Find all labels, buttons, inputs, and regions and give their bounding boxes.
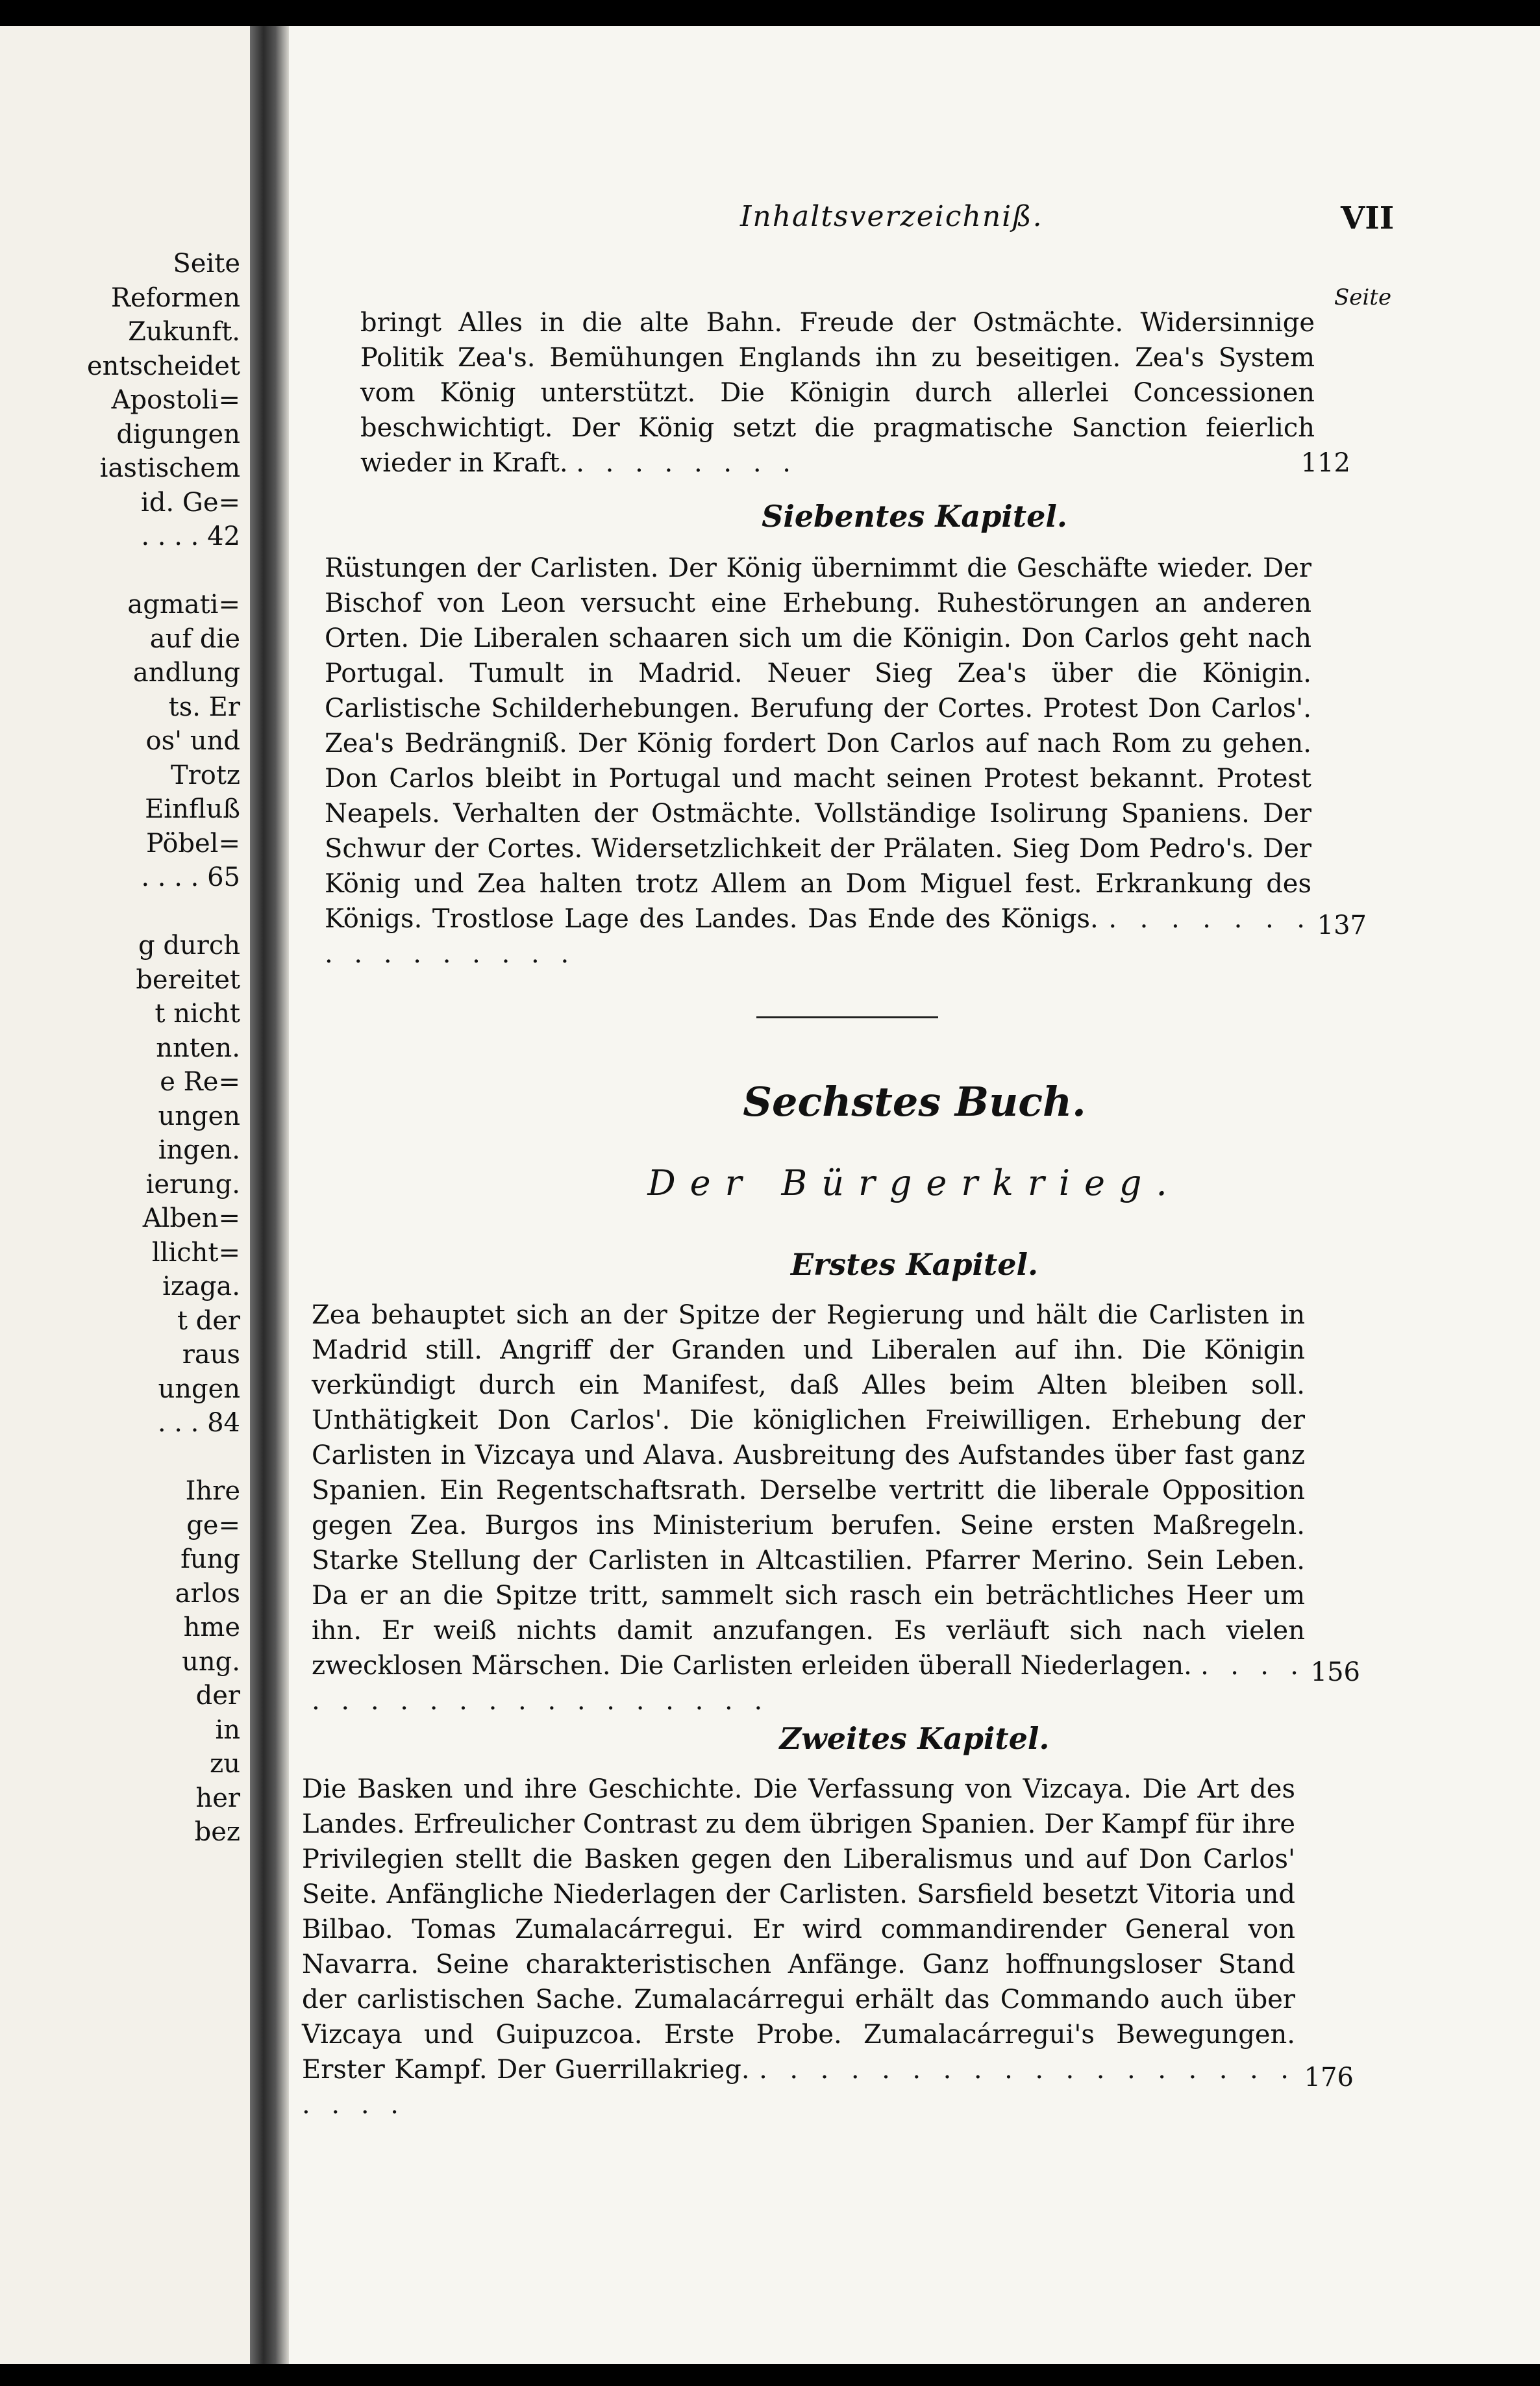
entry-leader-dots: . . . . . . . . . . . . . . . . . . . . . . [302,2055,1296,2120]
toc-entry-chapter-7 [325,551,1311,972]
left-page-line: ingen. [158,1135,240,1165]
left-page-line: andlung [132,658,240,688]
left-page-line: zu [210,1749,240,1779]
left-page-line: . . . . 42 [141,521,240,551]
book-subtitle: Der Bürgerkrieg. [647,1162,1182,1203]
left-page-line: Trotz [170,760,240,790]
left-page-line: in [215,1714,240,1745]
page-number: VII [1341,200,1395,236]
left-page-line: id. Ge= [141,487,240,518]
left-page-line: izaga. [162,1272,240,1301]
left-page-line: Reformen [110,283,240,313]
left-page-line: raus [182,1340,240,1370]
left-page-line: nnten. [156,1033,240,1063]
entry-text: Die Basken und ihre Geschichte. Die Verfassung von Vizcaya. Die Art des Landes. Erfreulicher Contrast zu dem übrigen Spanien. Der Kampf für ihre Privilegien stellt die Basken gegen den Liberalismus und auf Don Carlos' Seite. Anfängliche Niederlagen der Carlisten. Sarsfield besetzt Vitoria und Bilbao. Tomas Zumalacárregui. Er wird commandirender General von Navarra. Seine charakteristischen Anfänge. Ganz hoffnungsloser Stand der carlistischen Sache. Zumalacárregui erhält das Commando auch über Vizcaya und Guipuzcoa. Erste Probe. Zumalacárregui's Bewegungen. Erster Kampf. Der Guerrillakrieg. [302,1774,1295,2085]
left-page-line: Einfluß [145,794,240,824]
entry-page-number: 176 [1304,2063,1354,2092]
entry-text: Zea behauptet sich an der Spitze der Regierung und hält die Carlisten in Madrid still. Angriff der Granden und Liberalen auf ihn. Die Königin verkündigt durch ein Manifest, daß Alles beim Alten bleiben soll. Unthätigkeit Don Carlos'. Die königlichen Freiwilligen. Erhebung der Carlisten in Vizcaya und Alava. Ausbreitung des Aufstandes über fast ganz Spanien. Ein Regentschaftsrath. Derselbe vertritt die liberale Opposition gegen Zea. Burgos ins Ministerium berufen. Seine ersten Maßregeln. Starke Stellung der Carlisten in Altcastilien. Pfarrer Merino. Sein Leben. Da er an die Spitze tritt, sammelt sich rasch ein beträchtliches Heer um ihn. Er weiß nichts damit anzufangen. Es verläuft sich nach vielen zwecklosen Märschen. Die Carlisten erleiden überall Niederlagen. [312,1300,1305,1681]
left-page-line: der [195,1681,240,1711]
left-page-line: Seite [173,249,240,279]
entry-leader-dots: . . . . . . . . . . . . . . . . . . . . [312,1651,1305,1716]
left-page-line: ierung. [145,1169,240,1199]
left-page-line: ung. [182,1646,240,1677]
left-page-line: iastischem [99,453,240,483]
left-page-line: entscheidet [86,351,240,381]
left-page-line: Alben= [142,1203,240,1233]
left-page-line: auf die [149,623,240,654]
entry-leader-dots: . . . . . . . . . . . . . . . . [325,904,1311,969]
left-page-line: t der [177,1305,240,1336]
left-page-line: . . . 84 [157,1408,240,1438]
toc-entry-chapter-1 [312,1298,1305,1718]
left-page-line: agmati= [127,590,240,620]
left-page-line: fung [180,1544,240,1574]
left-page-line: Apostoli= [111,385,240,415]
left-page-line: os' und [145,726,240,756]
section-divider-rule [756,1016,938,1018]
left-page-line: . . . . 65 [141,862,240,892]
toc-entry-chapter-2 [302,1772,1295,2122]
left-page-line: bereitet [136,964,240,995]
entry-leader-dots: . . . . . . . . [576,448,797,478]
left-page-line: Ihre [185,1476,240,1506]
left-page-line: e Re= [160,1067,240,1097]
left-page-line: arlos [175,1578,240,1609]
left-page-line: bez [194,1817,240,1847]
running-title: Inhaltsverzeichniß. [740,200,1043,233]
left-page-line: ts. Er [168,692,240,722]
seite-column-label: Seite [1334,284,1392,310]
left-page-line: hme [183,1613,240,1642]
left-page-line: her [195,1783,240,1813]
left-page-line: Zukunft. [128,317,240,347]
entry-page-number: 137 [1317,910,1367,940]
left-page-line: Pöbel= [146,828,240,859]
left-page-line: llicht= [151,1237,240,1268]
left-page-line: t nicht [155,999,240,1029]
right-page [289,26,1540,2364]
left-page [0,26,250,2364]
chapter-heading: Erstes Kapitel. [790,1247,1039,1282]
running-header [289,200,1540,239]
chapter-heading: Siebentes Kapitel. [762,499,1067,534]
entry-page-number: 112 [1300,448,1350,478]
left-page-line: g durch [138,931,240,961]
left-page-line: digungen [116,419,240,449]
left-page-line: ungen [158,1374,240,1404]
entry-page-number: 156 [1310,1657,1360,1687]
left-page-line: ge= [186,1510,240,1540]
entry-text: Rüstungen der Carlisten. Der König übernimmt die Geschäfte wieder. Der Bischof von Leon versucht eine Erhebung. Ruhestörungen an anderen Orten. Die Liberalen schaaren sich um die Königin. Don Carlos geht nach Portugal. Tumult in Madrid. Neuer Sieg Zea's über die Königin. Carlistische Schilderhebungen. Berufung der Cortes. Protest Don Carlos'. Zea's Bedrängniß. Der König fordert Don Carlos auf nach Rom zu gehen. Don Carlos bleibt in Portugal und macht seinen Protest bekannt. Protest Neapels. Verhalten der Ostmächte. Vollständige Isolirung Spaniens. Der Schwur der Cortes. Widersetzlichkeit der Prälaten. Sieg Dom Pedro's. Der König und Zea halten trotz Allem an Dom Miguel fest. Erkrankung des Königs. Trostlose Lage des Landes. Das Ende des Königs. [325,553,1311,934]
left-page-line: ungen [158,1101,240,1131]
toc-entry-continuation [360,305,1315,481]
entry-text: bringt Alles in die alte Bahn. Freude der Ostmächte. Widersinnige Politik Zea's. Bemühungen Englands ihn zu beseitigen. Zea's System vom König unterstützt. Die Königin durch allerlei Concessionen beschwichtigt. Der König setzt die pragmatische Sanction feierlich wieder in Kraft. [360,308,1315,478]
book-gutter [250,26,289,2364]
chapter-heading: Zweites Kapitel. [779,1721,1050,1756]
book-heading: Sechstes Buch. [743,1078,1086,1125]
